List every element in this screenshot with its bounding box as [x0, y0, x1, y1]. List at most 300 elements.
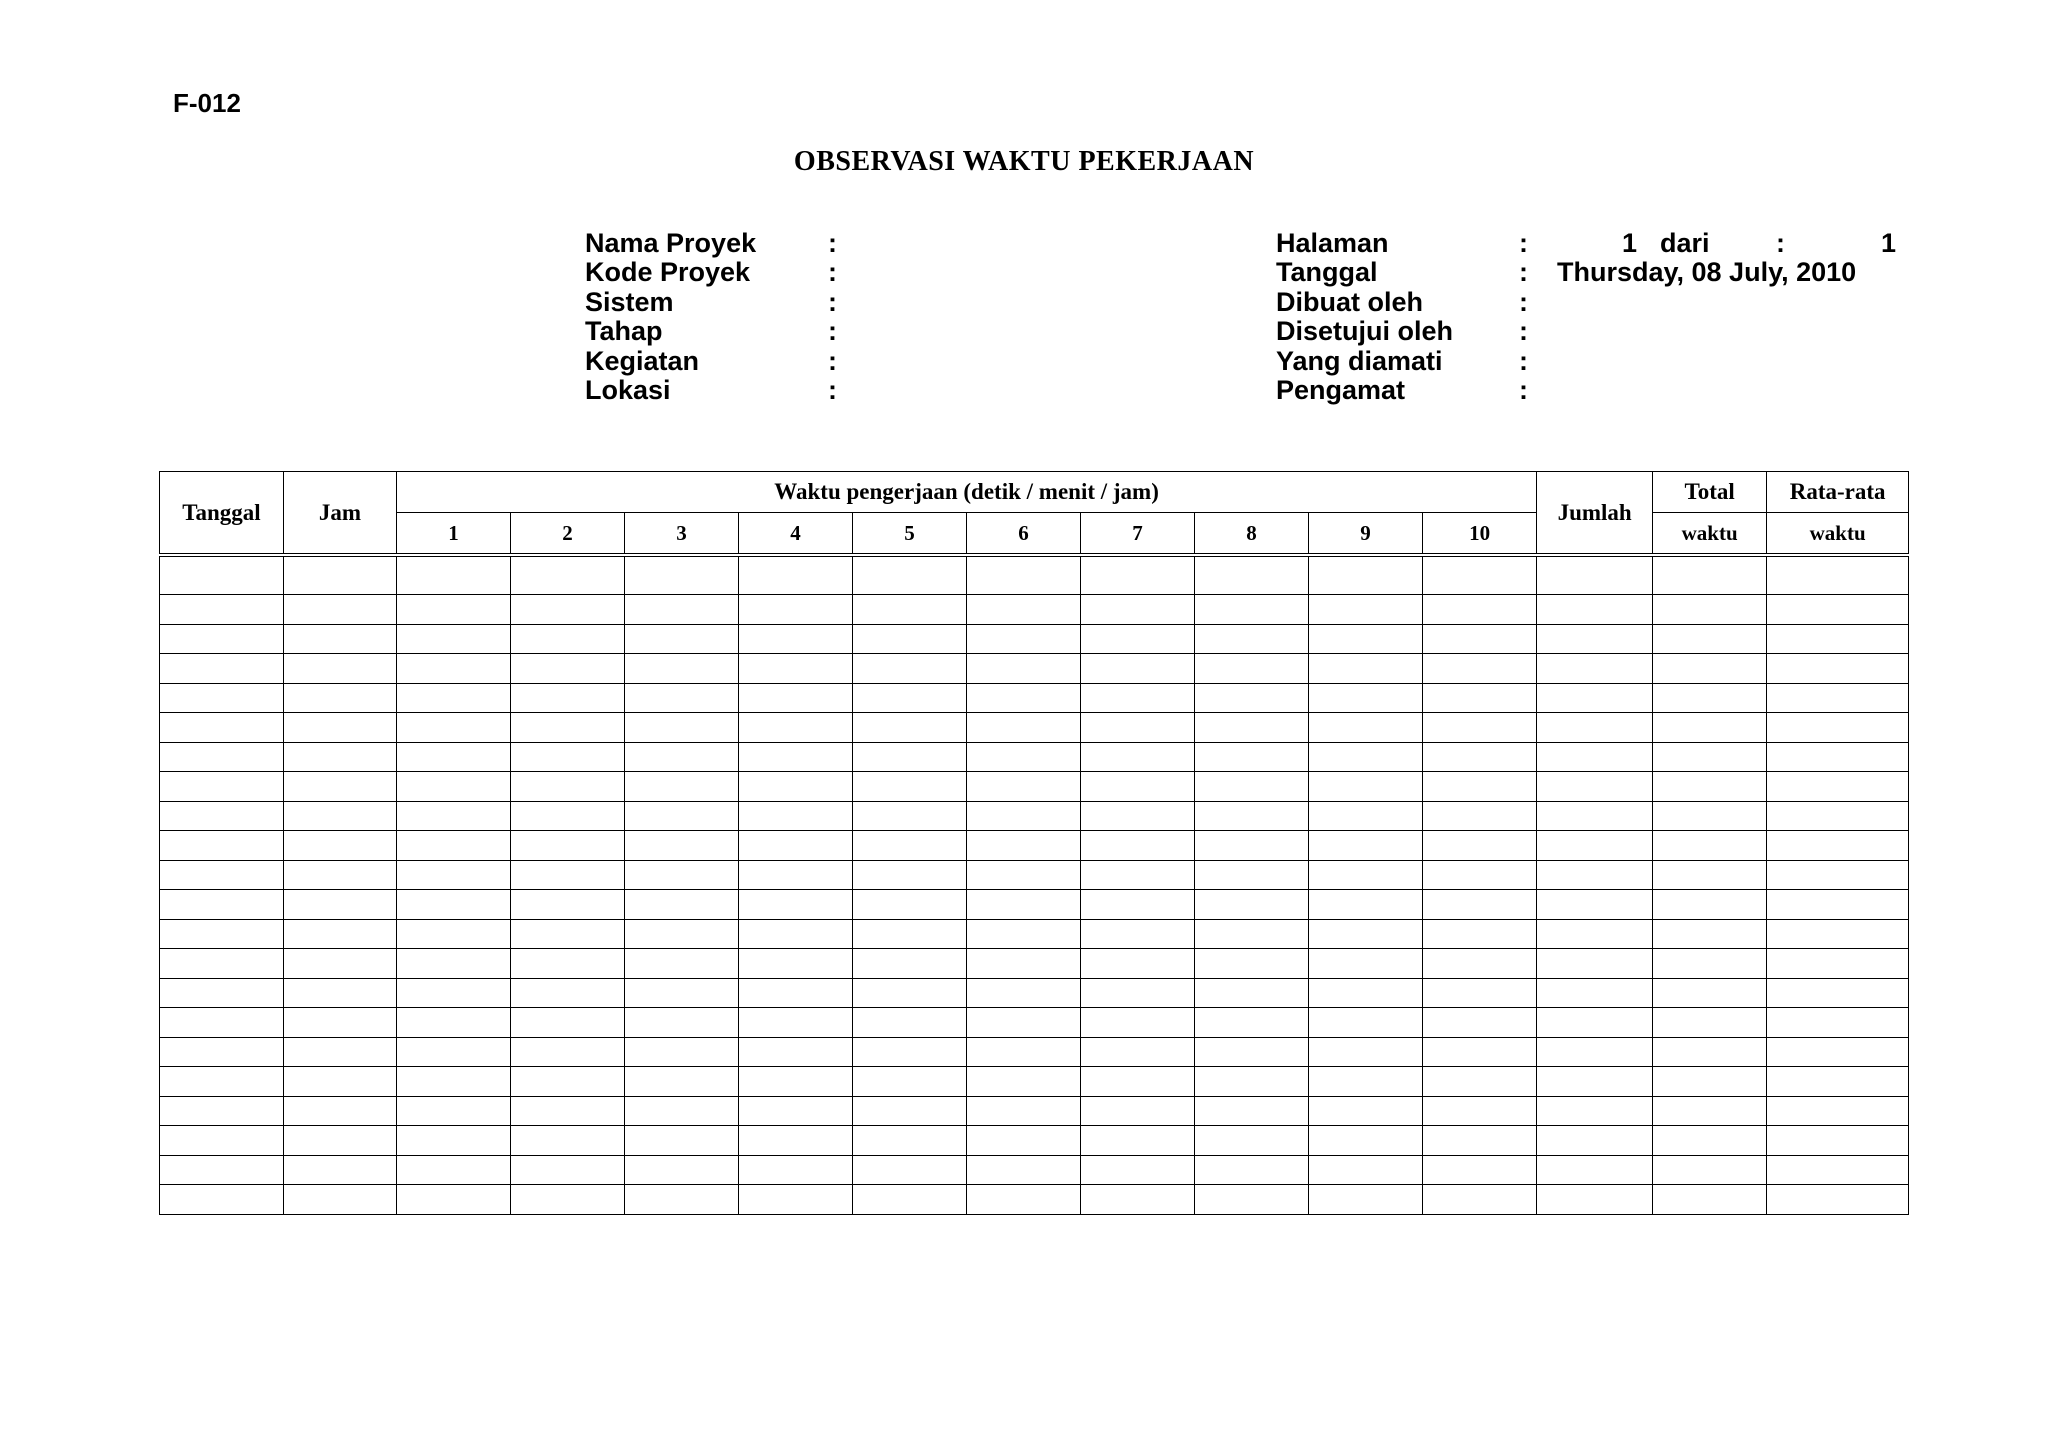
table-cell[interactable] [511, 949, 625, 979]
table-cell[interactable] [160, 860, 284, 890]
table-cell[interactable] [511, 624, 625, 654]
table-cell[interactable] [1081, 1096, 1195, 1126]
table-cell[interactable] [1767, 949, 1909, 979]
table-cell[interactable] [1081, 919, 1195, 949]
table-cell[interactable] [160, 978, 284, 1008]
table-cell[interactable] [853, 654, 967, 684]
table-cell[interactable] [1767, 595, 1909, 625]
table-cell[interactable] [739, 595, 853, 625]
table-cell[interactable] [739, 919, 853, 949]
table-cell[interactable] [284, 1185, 397, 1215]
table-cell[interactable] [1309, 624, 1423, 654]
table-cell[interactable] [1767, 1067, 1909, 1097]
table-cell[interactable] [1537, 595, 1653, 625]
table-cell[interactable] [1653, 1037, 1767, 1067]
table-cell[interactable] [1423, 624, 1537, 654]
table-cell[interactable] [1423, 1096, 1537, 1126]
table-cell[interactable] [967, 772, 1081, 802]
table-cell[interactable] [967, 1037, 1081, 1067]
table-cell[interactable] [967, 1155, 1081, 1185]
table-cell[interactable] [1081, 624, 1195, 654]
table-cell[interactable] [397, 1008, 511, 1038]
table-cell[interactable] [967, 683, 1081, 713]
table-cell[interactable] [1309, 978, 1423, 1008]
table-cell[interactable] [1537, 772, 1653, 802]
table-cell[interactable] [1423, 772, 1537, 802]
table-cell[interactable] [739, 831, 853, 861]
table-cell[interactable] [739, 772, 853, 802]
table-cell[interactable] [397, 978, 511, 1008]
table-cell[interactable] [1537, 683, 1653, 713]
table-cell[interactable] [1767, 1155, 1909, 1185]
table-cell[interactable] [511, 595, 625, 625]
table-cell[interactable] [1423, 1185, 1537, 1215]
table-cell[interactable] [284, 949, 397, 979]
table-cell[interactable] [739, 555, 853, 595]
table-cell[interactable] [1537, 1037, 1653, 1067]
table-cell[interactable] [1653, 890, 1767, 920]
table-cell[interactable] [625, 831, 739, 861]
table-cell[interactable] [284, 772, 397, 802]
table-cell[interactable] [1309, 1185, 1423, 1215]
table-cell[interactable] [1653, 801, 1767, 831]
table-cell[interactable] [739, 1126, 853, 1156]
table-cell[interactable] [853, 595, 967, 625]
table-cell[interactable] [739, 1037, 853, 1067]
table-cell[interactable] [1081, 772, 1195, 802]
table-cell[interactable] [511, 1185, 625, 1215]
table-cell[interactable] [1653, 555, 1767, 595]
table-cell[interactable] [160, 654, 284, 684]
table-cell[interactable] [1081, 742, 1195, 772]
table-cell[interactable] [160, 772, 284, 802]
table-cell[interactable] [1081, 890, 1195, 920]
table-cell[interactable] [1195, 1096, 1309, 1126]
table-cell[interactable] [397, 595, 511, 625]
table-cell[interactable] [1767, 1126, 1909, 1156]
table-cell[interactable] [1653, 860, 1767, 890]
table-cell[interactable] [967, 1096, 1081, 1126]
table-cell[interactable] [1653, 1155, 1767, 1185]
table-cell[interactable] [625, 683, 739, 713]
table-cell[interactable] [397, 1155, 511, 1185]
table-cell[interactable] [1653, 654, 1767, 684]
table-cell[interactable] [625, 1067, 739, 1097]
table-cell[interactable] [1423, 801, 1537, 831]
table-cell[interactable] [511, 1155, 625, 1185]
table-cell[interactable] [397, 555, 511, 595]
table-cell[interactable] [160, 683, 284, 713]
table-cell[interactable] [625, 624, 739, 654]
table-cell[interactable] [1195, 1126, 1309, 1156]
table-cell[interactable] [739, 742, 853, 772]
table-cell[interactable] [397, 1126, 511, 1156]
table-cell[interactable] [1767, 801, 1909, 831]
table-cell[interactable] [853, 1096, 967, 1126]
table-cell[interactable] [1195, 742, 1309, 772]
table-cell[interactable] [1423, 683, 1537, 713]
table-cell[interactable] [1537, 919, 1653, 949]
table-cell[interactable] [1537, 1126, 1653, 1156]
table-cell[interactable] [967, 742, 1081, 772]
table-cell[interactable] [739, 949, 853, 979]
table-cell[interactable] [1423, 831, 1537, 861]
table-cell[interactable] [160, 949, 284, 979]
table-cell[interactable] [1767, 654, 1909, 684]
table-cell[interactable] [1309, 831, 1423, 861]
table-cell[interactable] [1537, 624, 1653, 654]
table-cell[interactable] [625, 978, 739, 1008]
table-cell[interactable] [1537, 742, 1653, 772]
table-cell[interactable] [1537, 1008, 1653, 1038]
table-cell[interactable] [739, 713, 853, 743]
table-cell[interactable] [284, 742, 397, 772]
table-cell[interactable] [284, 1008, 397, 1038]
table-cell[interactable] [1537, 890, 1653, 920]
table-cell[interactable] [160, 1185, 284, 1215]
table-cell[interactable] [511, 713, 625, 743]
table-cell[interactable] [511, 555, 625, 595]
table-cell[interactable] [853, 919, 967, 949]
table-cell[interactable] [511, 1096, 625, 1126]
table-cell[interactable] [397, 683, 511, 713]
table-cell[interactable] [1423, 742, 1537, 772]
table-cell[interactable] [1767, 831, 1909, 861]
table-cell[interactable] [1195, 1037, 1309, 1067]
table-cell[interactable] [284, 801, 397, 831]
table-cell[interactable] [1767, 624, 1909, 654]
table-cell[interactable] [967, 949, 1081, 979]
table-cell[interactable] [1081, 831, 1195, 861]
table-cell[interactable] [967, 1008, 1081, 1038]
table-cell[interactable] [739, 1067, 853, 1097]
table-cell[interactable] [511, 1067, 625, 1097]
table-cell[interactable] [1195, 949, 1309, 979]
table-cell[interactable] [1081, 1067, 1195, 1097]
table-cell[interactable] [160, 1155, 284, 1185]
table-cell[interactable] [397, 919, 511, 949]
table-cell[interactable] [1653, 713, 1767, 743]
table-cell[interactable] [284, 978, 397, 1008]
table-cell[interactable] [284, 831, 397, 861]
table-cell[interactable] [1653, 1008, 1767, 1038]
table-cell[interactable] [397, 1185, 511, 1215]
table-cell[interactable] [1423, 595, 1537, 625]
table-cell[interactable] [160, 1126, 284, 1156]
table-cell[interactable] [1195, 978, 1309, 1008]
table-cell[interactable] [1195, 1067, 1309, 1097]
table-cell[interactable] [1537, 1096, 1653, 1126]
table-cell[interactable] [1195, 919, 1309, 949]
table-cell[interactable] [967, 713, 1081, 743]
table-cell[interactable] [1081, 1037, 1195, 1067]
table-cell[interactable] [1653, 624, 1767, 654]
table-cell[interactable] [1767, 860, 1909, 890]
table-cell[interactable] [1309, 713, 1423, 743]
table-cell[interactable] [1537, 860, 1653, 890]
table-cell[interactable] [1653, 1096, 1767, 1126]
table-cell[interactable] [1309, 772, 1423, 802]
table-cell[interactable] [160, 801, 284, 831]
table-cell[interactable] [1653, 1126, 1767, 1156]
table-cell[interactable] [397, 772, 511, 802]
table-cell[interactable] [1767, 683, 1909, 713]
table-cell[interactable] [1423, 978, 1537, 1008]
table-cell[interactable] [1423, 1008, 1537, 1038]
table-cell[interactable] [1423, 860, 1537, 890]
table-cell[interactable] [284, 654, 397, 684]
table-cell[interactable] [853, 860, 967, 890]
table-cell[interactable] [739, 1008, 853, 1038]
table-cell[interactable] [853, 1067, 967, 1097]
table-cell[interactable] [1195, 1155, 1309, 1185]
table-cell[interactable] [853, 742, 967, 772]
table-cell[interactable] [284, 919, 397, 949]
table-cell[interactable] [160, 742, 284, 772]
table-cell[interactable] [1423, 919, 1537, 949]
table-cell[interactable] [511, 1008, 625, 1038]
table-cell[interactable] [511, 860, 625, 890]
table-cell[interactable] [511, 890, 625, 920]
table-cell[interactable] [1309, 654, 1423, 684]
table-cell[interactable] [1767, 742, 1909, 772]
table-cell[interactable] [1309, 919, 1423, 949]
table-cell[interactable] [1195, 713, 1309, 743]
table-cell[interactable] [1653, 978, 1767, 1008]
table-cell[interactable] [397, 713, 511, 743]
table-cell[interactable] [853, 949, 967, 979]
table-cell[interactable] [397, 624, 511, 654]
table-cell[interactable] [967, 919, 1081, 949]
table-cell[interactable] [625, 1126, 739, 1156]
table-cell[interactable] [284, 890, 397, 920]
table-cell[interactable] [967, 860, 1081, 890]
table-cell[interactable] [625, 772, 739, 802]
table-cell[interactable] [1195, 831, 1309, 861]
table-cell[interactable] [853, 1185, 967, 1215]
table-cell[interactable] [511, 772, 625, 802]
table-cell[interactable] [1081, 683, 1195, 713]
table-cell[interactable] [625, 860, 739, 890]
table-cell[interactable] [1537, 1155, 1653, 1185]
table-cell[interactable] [625, 742, 739, 772]
table-cell[interactable] [853, 772, 967, 802]
table-cell[interactable] [160, 713, 284, 743]
table-cell[interactable] [1767, 890, 1909, 920]
table-cell[interactable] [1767, 1037, 1909, 1067]
table-cell[interactable] [967, 595, 1081, 625]
table-cell[interactable] [739, 654, 853, 684]
table-cell[interactable] [284, 683, 397, 713]
table-cell[interactable] [1195, 654, 1309, 684]
table-cell[interactable] [1653, 742, 1767, 772]
table-cell[interactable] [1195, 595, 1309, 625]
table-cell[interactable] [397, 1037, 511, 1067]
table-cell[interactable] [1309, 949, 1423, 979]
table-cell[interactable] [397, 742, 511, 772]
table-cell[interactable] [511, 831, 625, 861]
table-cell[interactable] [1195, 683, 1309, 713]
table-cell[interactable] [1423, 1037, 1537, 1067]
table-cell[interactable] [397, 890, 511, 920]
table-cell[interactable] [1767, 978, 1909, 1008]
table-cell[interactable] [853, 1008, 967, 1038]
table-cell[interactable] [1309, 683, 1423, 713]
table-cell[interactable] [1309, 1008, 1423, 1038]
table-cell[interactable] [625, 654, 739, 684]
table-cell[interactable] [1309, 1126, 1423, 1156]
table-cell[interactable] [397, 801, 511, 831]
table-cell[interactable] [739, 890, 853, 920]
table-cell[interactable] [967, 831, 1081, 861]
table-cell[interactable] [625, 595, 739, 625]
table-cell[interactable] [1767, 1185, 1909, 1215]
table-cell[interactable] [397, 860, 511, 890]
table-cell[interactable] [284, 595, 397, 625]
table-cell[interactable] [1309, 595, 1423, 625]
table-cell[interactable] [967, 654, 1081, 684]
table-cell[interactable] [1423, 713, 1537, 743]
table-cell[interactable] [1081, 860, 1195, 890]
table-cell[interactable] [1081, 713, 1195, 743]
table-cell[interactable] [511, 978, 625, 1008]
table-cell[interactable] [625, 555, 739, 595]
table-cell[interactable] [853, 1155, 967, 1185]
table-cell[interactable] [397, 654, 511, 684]
table-cell[interactable] [1309, 1155, 1423, 1185]
table-cell[interactable] [160, 919, 284, 949]
table-cell[interactable] [1195, 890, 1309, 920]
table-cell[interactable] [1423, 1067, 1537, 1097]
table-cell[interactable] [160, 1008, 284, 1038]
table-cell[interactable] [1309, 1037, 1423, 1067]
table-cell[interactable] [1309, 801, 1423, 831]
table-cell[interactable] [1081, 978, 1195, 1008]
table-cell[interactable] [511, 742, 625, 772]
table-cell[interactable] [160, 555, 284, 595]
table-cell[interactable] [511, 1037, 625, 1067]
table-cell[interactable] [967, 801, 1081, 831]
table-cell[interactable] [967, 890, 1081, 920]
table-cell[interactable] [397, 1096, 511, 1126]
table-cell[interactable] [1537, 1185, 1653, 1215]
table-cell[interactable] [739, 801, 853, 831]
table-cell[interactable] [853, 683, 967, 713]
table-cell[interactable] [1195, 624, 1309, 654]
table-cell[interactable] [967, 1067, 1081, 1097]
table-cell[interactable] [1653, 1185, 1767, 1215]
table-cell[interactable] [1309, 860, 1423, 890]
table-cell[interactable] [625, 1185, 739, 1215]
table-cell[interactable] [1537, 713, 1653, 743]
table-cell[interactable] [739, 860, 853, 890]
table-cell[interactable] [853, 555, 967, 595]
table-cell[interactable] [1653, 772, 1767, 802]
table-cell[interactable] [739, 1096, 853, 1126]
table-cell[interactable] [1081, 654, 1195, 684]
table-cell[interactable] [1309, 555, 1423, 595]
table-cell[interactable] [160, 831, 284, 861]
table-cell[interactable] [625, 919, 739, 949]
table-cell[interactable] [739, 1185, 853, 1215]
table-cell[interactable] [625, 1008, 739, 1038]
table-cell[interactable] [1081, 949, 1195, 979]
table-cell[interactable] [1767, 713, 1909, 743]
table-cell[interactable] [853, 624, 967, 654]
table-cell[interactable] [853, 1126, 967, 1156]
table-cell[interactable] [967, 1185, 1081, 1215]
table-cell[interactable] [967, 978, 1081, 1008]
table-cell[interactable] [1195, 555, 1309, 595]
table-cell[interactable] [511, 801, 625, 831]
table-cell[interactable] [160, 1037, 284, 1067]
table-cell[interactable] [1653, 831, 1767, 861]
table-cell[interactable] [1537, 801, 1653, 831]
table-cell[interactable] [1309, 1067, 1423, 1097]
table-cell[interactable] [1195, 1185, 1309, 1215]
table-cell[interactable] [284, 860, 397, 890]
table-cell[interactable] [1081, 1008, 1195, 1038]
table-cell[interactable] [160, 624, 284, 654]
table-cell[interactable] [1195, 772, 1309, 802]
table-cell[interactable] [511, 683, 625, 713]
table-cell[interactable] [625, 1037, 739, 1067]
table-cell[interactable] [853, 1037, 967, 1067]
table-cell[interactable] [1309, 742, 1423, 772]
table-cell[interactable] [284, 1067, 397, 1097]
table-cell[interactable] [1767, 1008, 1909, 1038]
table-cell[interactable] [739, 978, 853, 1008]
table-cell[interactable] [625, 713, 739, 743]
table-cell[interactable] [967, 624, 1081, 654]
table-cell[interactable] [739, 683, 853, 713]
table-cell[interactable] [853, 713, 967, 743]
table-cell[interactable] [625, 1155, 739, 1185]
table-cell[interactable] [160, 1067, 284, 1097]
table-cell[interactable] [160, 595, 284, 625]
table-cell[interactable] [1767, 555, 1909, 595]
table-cell[interactable] [1195, 1008, 1309, 1038]
table-cell[interactable] [739, 624, 853, 654]
table-cell[interactable] [511, 654, 625, 684]
table-cell[interactable] [1537, 949, 1653, 979]
table-cell[interactable] [397, 949, 511, 979]
table-cell[interactable] [284, 624, 397, 654]
table-cell[interactable] [853, 831, 967, 861]
table-cell[interactable] [1309, 1096, 1423, 1126]
table-cell[interactable] [1081, 595, 1195, 625]
table-cell[interactable] [1653, 1067, 1767, 1097]
table-cell[interactable] [1653, 683, 1767, 713]
table-cell[interactable] [625, 1096, 739, 1126]
table-cell[interactable] [1767, 1096, 1909, 1126]
table-cell[interactable] [1423, 1155, 1537, 1185]
table-cell[interactable] [284, 1155, 397, 1185]
table-cell[interactable] [511, 919, 625, 949]
table-cell[interactable] [853, 801, 967, 831]
table-cell[interactable] [284, 555, 397, 595]
table-cell[interactable] [625, 801, 739, 831]
table-cell[interactable] [1653, 919, 1767, 949]
table-cell[interactable] [397, 831, 511, 861]
table-cell[interactable] [1537, 654, 1653, 684]
table-cell[interactable] [1309, 890, 1423, 920]
table-cell[interactable] [284, 713, 397, 743]
table-cell[interactable] [967, 555, 1081, 595]
table-cell[interactable] [284, 1126, 397, 1156]
table-cell[interactable] [160, 1096, 284, 1126]
table-cell[interactable] [1767, 919, 1909, 949]
